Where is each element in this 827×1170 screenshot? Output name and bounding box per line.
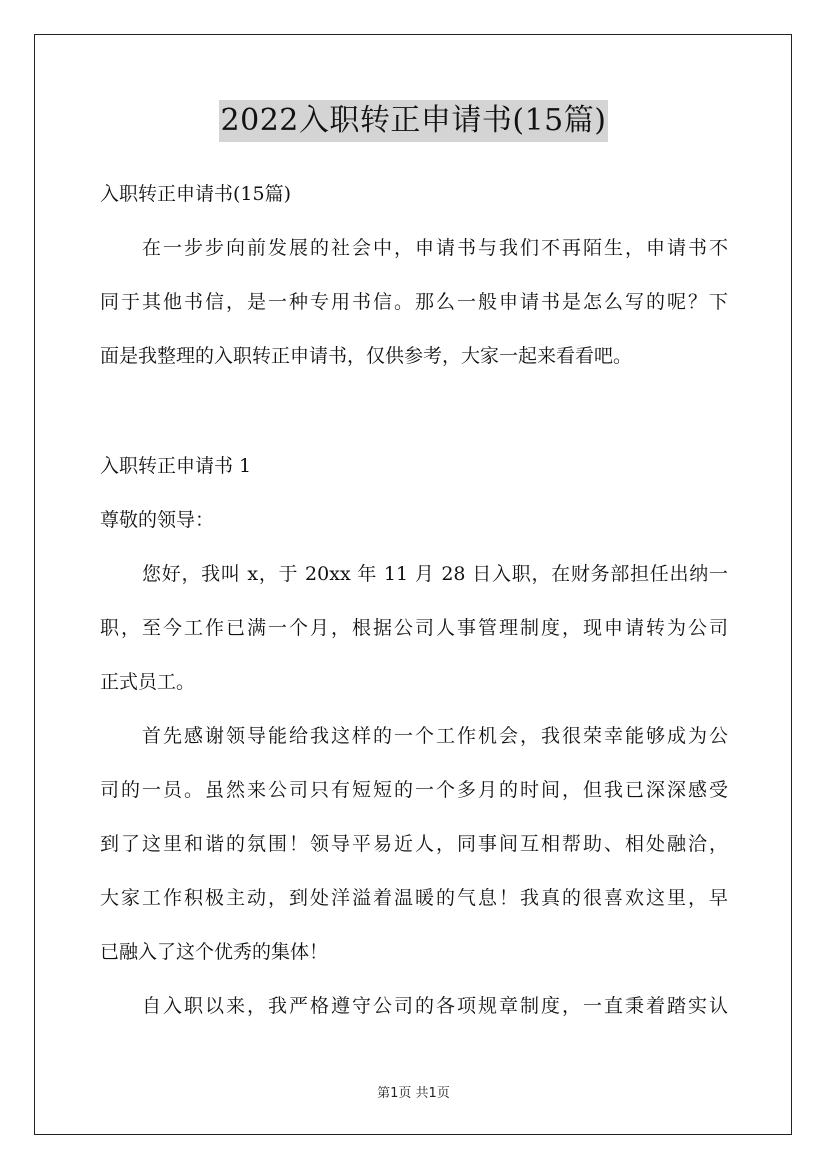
intro-line: 面是我整理的入职转正申请书，仅供参考，大家一起来看看吧。 [100, 345, 633, 367]
paragraph-line: 司的一员。虽然来公司只有短短的一个多月的时间，但我已深深感受 [100, 779, 728, 801]
section-heading: 入职转正申请书 1 [100, 455, 252, 477]
intro-line: 同于其他书信，是一种专用书信。那么一般申请书是怎么写的呢？下 [100, 291, 728, 313]
page-footer: 第1页 共1页 [377, 1086, 450, 1101]
paragraph-line: 您好，我叫 x，于 20xx 年 11 月 28 日入职，在财务部担任出纳一 [142, 563, 728, 585]
document-title: 2022入职转正申请书(15篇) [219, 100, 609, 142]
paragraph-line: 首先感谢领导能给我这样的一个工作机会，我很荣幸能够成为公 [142, 725, 728, 747]
title-container [0, 100, 827, 142]
paragraph-line: 到了这里和谐的氛围！领导平易近人，同事间互相帮助、相处融洽， [100, 833, 728, 855]
paragraph-line: 大家工作积极主动，到处洋溢着温暖的气息！我真的很喜欢这里，早 [100, 887, 728, 909]
salutation: 尊敬的领导： [100, 509, 215, 531]
document-subtitle: 入职转正申请书(15篇) [100, 183, 292, 205]
paragraph-line: 已融入了这个优秀的集体！ [100, 941, 329, 963]
paragraph-line: 职，至今工作已满一个月，根据公司人事管理制度，现申请转为公司 [100, 617, 728, 639]
paragraph-line: 正式员工。 [100, 671, 196, 693]
intro-line: 在一步步向前发展的社会中，申请书与我们不再陌生，申请书不 [142, 237, 728, 259]
paragraph-line: 自入职以来，我严格遵守公司的各项规章制度，一直秉着踏实认 [142, 995, 728, 1017]
